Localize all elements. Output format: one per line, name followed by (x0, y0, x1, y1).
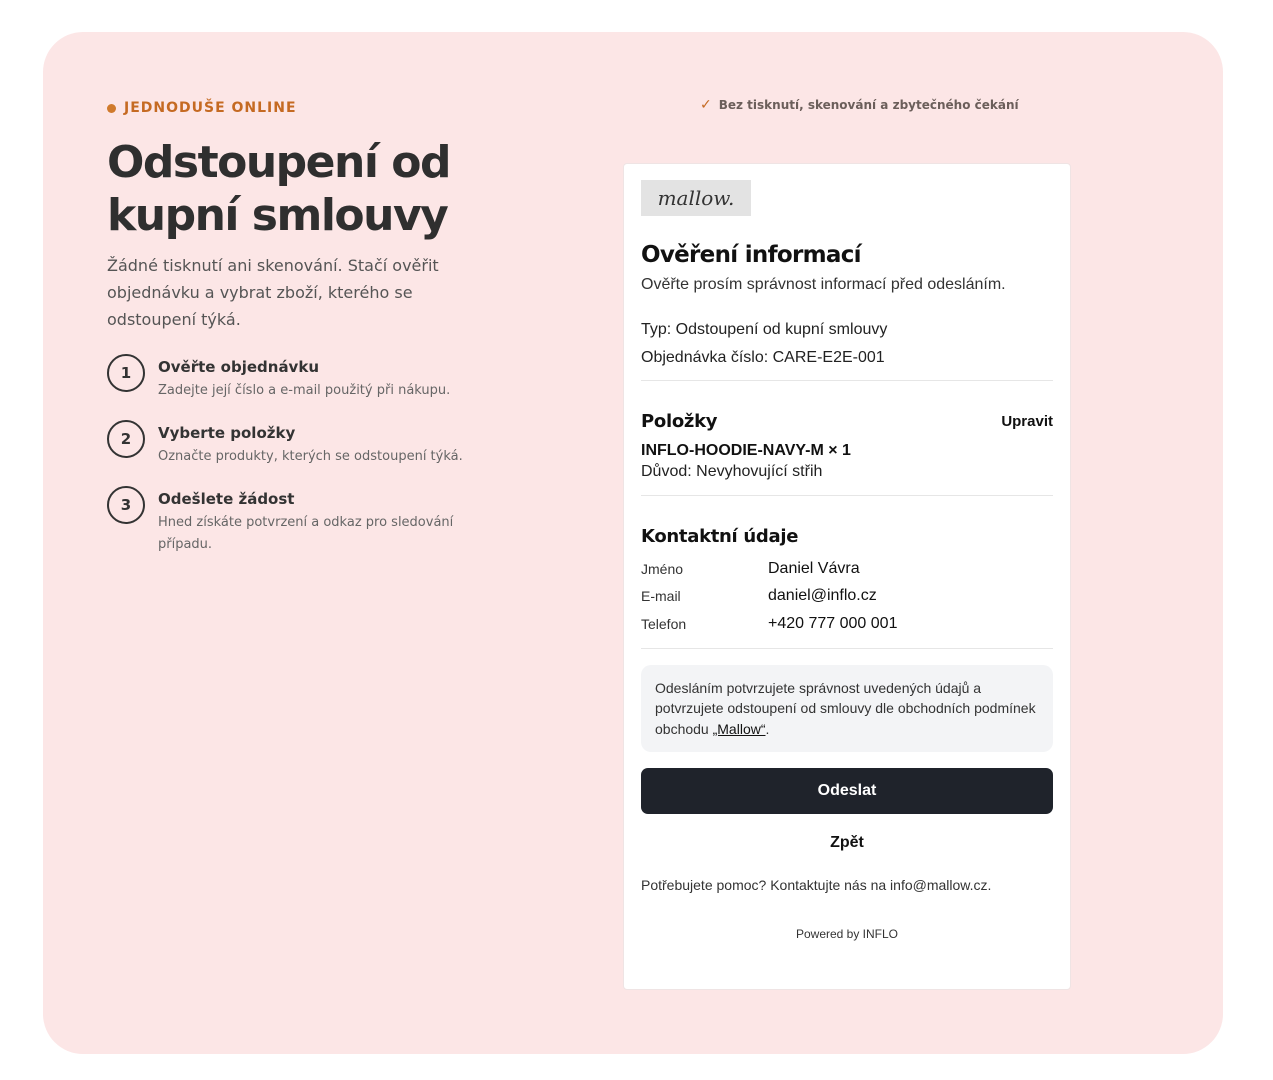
step-number: 1 (107, 354, 145, 392)
step-item (107, 486, 467, 556)
contact-label: Telefon (641, 615, 687, 632)
eyebrow-text: JEDNODUŠE ONLINE (124, 100, 297, 116)
contact-row (641, 583, 1053, 611)
items-section (641, 411, 1053, 496)
help-text: Potřebujete pomoc? Kontaktujte nás na info@mallow.cz. (641, 877, 992, 893)
panel-title: Ověření informací (641, 242, 861, 268)
dot-icon (107, 104, 116, 113)
panel-subtitle: Ověřte prosím správnost informací před odesláním. (641, 276, 1006, 293)
terms-link[interactable]: „Mallow“ (712, 720, 766, 737)
step-title: Ověřte objednávku (158, 358, 319, 376)
step-title: Odešlete žádost (158, 490, 295, 508)
back-button[interactable]: Zpět (830, 834, 864, 851)
request-type: Typ: Odstoupení od kupní smlouvy (641, 321, 888, 338)
submit-button[interactable]: Odeslat (641, 768, 1053, 814)
step-title: Vyberte položky (158, 424, 296, 442)
step-item (107, 354, 467, 402)
items-title: Položky (641, 411, 718, 432)
contact-value: Daniel Vávra (768, 559, 860, 577)
contact-value: +420 777 000 001 (768, 614, 898, 632)
contact-value: daniel@inflo.cz (768, 587, 877, 605)
check-icon: ✓ (700, 97, 712, 113)
contact-label: E-mail (641, 588, 681, 605)
benefit-badge (700, 97, 1019, 113)
step-description: Zadejte její číslo a e-mail použitý při nákupu. (158, 383, 451, 398)
contact-row (641, 555, 1053, 583)
badge-text: Bez tisknutí, skenování a zbytečného čekání (718, 98, 1019, 112)
verification-panel (623, 163, 1071, 990)
page-subtitle: Žádné tisknutí ani skenování. Stačí ověřit objednávku a vybrat zboží, kterého se odstoupení týká. (107, 256, 439, 329)
order-info (641, 316, 1053, 381)
note-end: . (765, 720, 770, 737)
contact-details (641, 555, 1053, 649)
store-logo: mallow. (641, 180, 751, 216)
note-text: Odesláním potvrzujete správnost uvedených údajů a potvrzujete odstoupení od smlouvy dle obchodních podmínek obchodu (655, 679, 1036, 737)
item-name: INFLO-HOODIE-NAVY-M × 1 (641, 442, 851, 459)
step-number: 3 (107, 486, 145, 524)
order-number: Objednávka číslo: CARE-E2E-001 (641, 349, 885, 366)
step-number: 2 (107, 420, 145, 458)
step-item (107, 420, 467, 468)
eyebrow (107, 100, 297, 116)
edit-items-link[interactable]: Upravit (1001, 413, 1053, 430)
step-description: Hned získáte potvrzení a odkaz pro sledování případu. (158, 515, 454, 552)
contact-row (641, 610, 1053, 638)
contact-title: Kontaktní údaje (641, 526, 799, 547)
confirmation-note (641, 665, 1053, 753)
step-description: Označte produkty, kterých se odstoupení týká. (158, 449, 463, 464)
page-title: Odstoupení od kupní smlouvy (107, 137, 450, 241)
item-reason: Důvod: Nevyhovující střih (641, 463, 823, 480)
powered-by: Powered by INFLO (795, 927, 899, 941)
steps-list (107, 354, 467, 574)
contact-label: Jméno (641, 560, 684, 577)
